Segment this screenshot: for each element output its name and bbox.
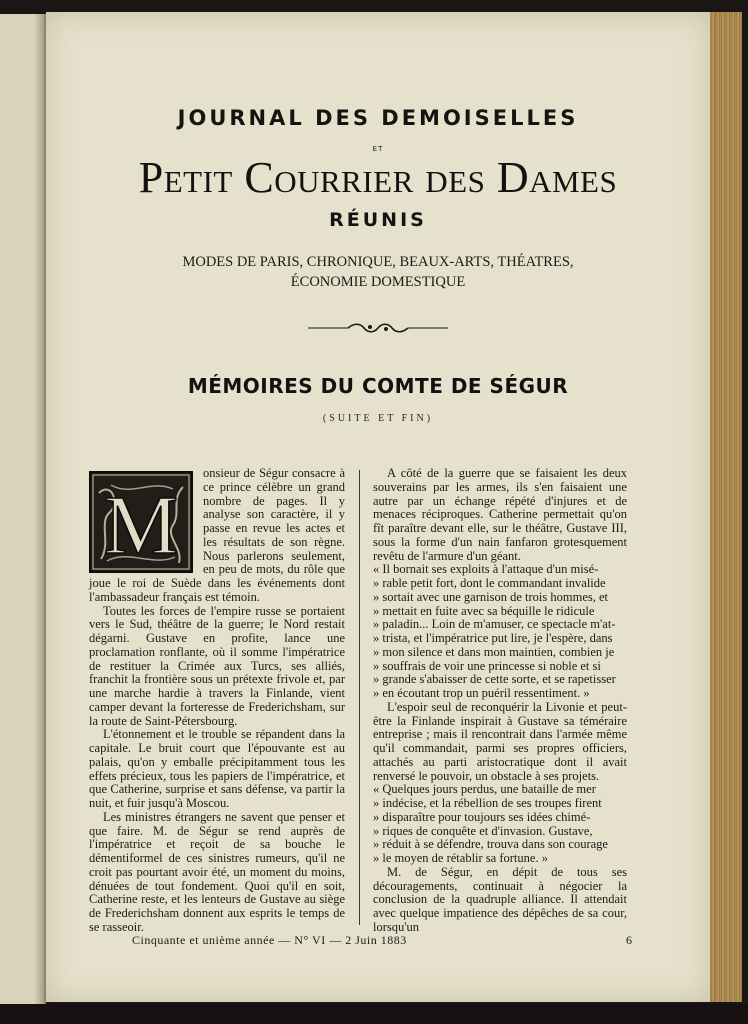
subtitle-line-2: ÉCONOMIE DOMESTIQUE — [290, 274, 466, 290]
dropcap-letter: M — [103, 479, 179, 571]
quote-line: » mon silence et dans mon maintien, combien je — [373, 644, 615, 659]
quote-line: » paladin... Loin de m'amuser, ce spectacle m'at- — [373, 617, 616, 632]
right-paragraph-1: A côté de la guerre que se faisaient les deux souverains par les armes, ils s'en faisaient une autre par un échange répété d'injures et de menaces réciproques. Catherine permettait qu'on fît paraître devant elle, sur le théâtre, Gustave III, sous la forme d'un nain fanfaron grotesquement revêtu de l'armure d'un géant. — [373, 466, 627, 563]
masthead-et: ET — [372, 145, 384, 153]
page-number: 6 — [626, 933, 632, 947]
right-column — [373, 467, 627, 935]
article-subtitle: (SUITE ET FIN) — [322, 413, 434, 424]
quote-line: » riques de conquête et d'invasion. Gustave, — [373, 823, 593, 838]
quote-line: » disparaître pour toujours ses idées chimé- — [373, 809, 591, 824]
quote-block-1 — [373, 563, 627, 701]
left-paragraph-1: onsieur de Ségur consacre à ce prince célèbre un grand nombre de pages. Il y analyse son caractère, il y passe en revue les actes et les résultats de son règne. Nous parlerons seulement, en peu de mots, du rôle que joue le roi de Suède dans les événements dont l'ambassadeur français est témoin. — [89, 466, 345, 604]
page-stack-edge — [710, 12, 742, 1002]
decorated-initial-letter — [89, 471, 193, 573]
right-paragraph-2: L'espoir seul de reconquérir la Livonie et peut-être la Finlande inspirait à Gustave sa téméraire entreprise ; mais il rencontrait dans l'armée même qu'il commandait, parmi ses propres officiers, attachés au parti aristocratique dont il avait renversé le pouvoir, un obstacle à ses projets. — [373, 699, 627, 783]
masthead-journal-title: JOURNAL DES DEMOISELLES — [177, 106, 579, 130]
left-paragraph-3: L'étonnement et le trouble se répandent dans la capitale. Le bruit court que l'épouvante est au palais, qu'on y emballe précipitamment tous les effets précieux, tous les papiers de l'impératrice, et que Catherine, surprise et sans défense, va partir la nuit, et fuir jusqu'à Moscou. — [89, 727, 345, 810]
quote-line: » trista, et l'impératrice put lire, je l'espère, dans — [373, 631, 613, 645]
left-paragraph-4: Les ministres étrangers ne savent que penser et que faire. M. de Ségur se rend auprès de l'impératrice et reçoit de sa bouche le démentiformel de ces sinistres rumeurs, qu'il ne croit pas pourtant avoir été, un moment du moins, dénuées de tout fondement. Quoi qu'il en soit, Catherine reste, et les lenteurs de Gustave au siège de Frederichsham donnent aux esprits le temps de se rasseoir. — [89, 809, 345, 934]
masthead-reunis: RÉUNIS — [329, 209, 427, 231]
left-facing-page — [0, 14, 46, 1004]
quote-line: » sortait avec une garnison de trois hommes, et — [373, 589, 609, 604]
left-paragraph-2: Toutes les forces de l'empire russe se portaient vers le Sud, théâtre de la guerre; le Nord restait dégarni. Gustave en profite, lance une proclamation ronflante, où il somme l'impératrice de restituer la Crimée aux Turcs, ses alliés, franchit la frontière sous un prétexte frivole et, par une marche hardie à travers la Finlande, vient camper devant la forteresse de Frederichsham, sur la route de Saint-Pétersbourg. — [89, 603, 345, 728]
quote-line: » le moyen de rétablir sa fortune. » — [373, 851, 548, 865]
masthead-courrier-title: Petit Courrier des Dames — [138, 153, 618, 202]
dropcap-ornament-icon — [91, 473, 191, 571]
quote-line: » en écoutant trop un puéril ressentiment. » — [373, 686, 590, 700]
right-paragraph-3: M. de Ségur, en dépit de tous ses découragements, continuait à négocier la conclusion de la quadruple alliance. Il attendait avec quelque impatience des dépêches de sa cour, lorsqu'un — [373, 864, 627, 934]
quote-line: » mettait en fuite avec sa béquille le ridicule — [373, 603, 595, 618]
column-divider — [359, 470, 360, 925]
quote-line: » grande s'abaisser de cette sorte, et se rapetisser — [373, 672, 616, 687]
quote-line: » indécise, et la rébellion de ses troupes firent — [373, 796, 602, 810]
quote-line: » souffrais de voir une princesse si noble et si — [373, 658, 601, 673]
journal-page — [46, 12, 710, 1002]
article-title: MÉMOIRES DU COMTE DE SÉGUR — [187, 374, 569, 398]
quote-line: « Il bornait ses exploits à l'attaque d'un misé- — [373, 562, 599, 577]
subtitle-line-1: MODES DE PARIS, CHRONIQUE, BEAUX-ARTS, THÉATRES, — [182, 254, 574, 270]
quote-line: » réduit à se défendre, trouva dans son courage — [373, 837, 608, 852]
left-column — [89, 467, 345, 935]
masthead-subtitle — [126, 252, 630, 292]
quote-line: « Quelques jours perdus, une bataille de mer — [373, 782, 596, 797]
page-footer — [132, 933, 632, 948]
bottom-background — [0, 1004, 748, 1024]
quote-line: » rable petit fort, dont le commandant invalide — [373, 576, 606, 590]
left-page-gutter — [34, 14, 44, 1004]
quote-block-2 — [373, 783, 627, 866]
footer-issue-info: Cinquante et unième année — N° VI — 2 Juin 1883 — [132, 933, 407, 947]
ornament-divider-icon — [308, 321, 448, 335]
